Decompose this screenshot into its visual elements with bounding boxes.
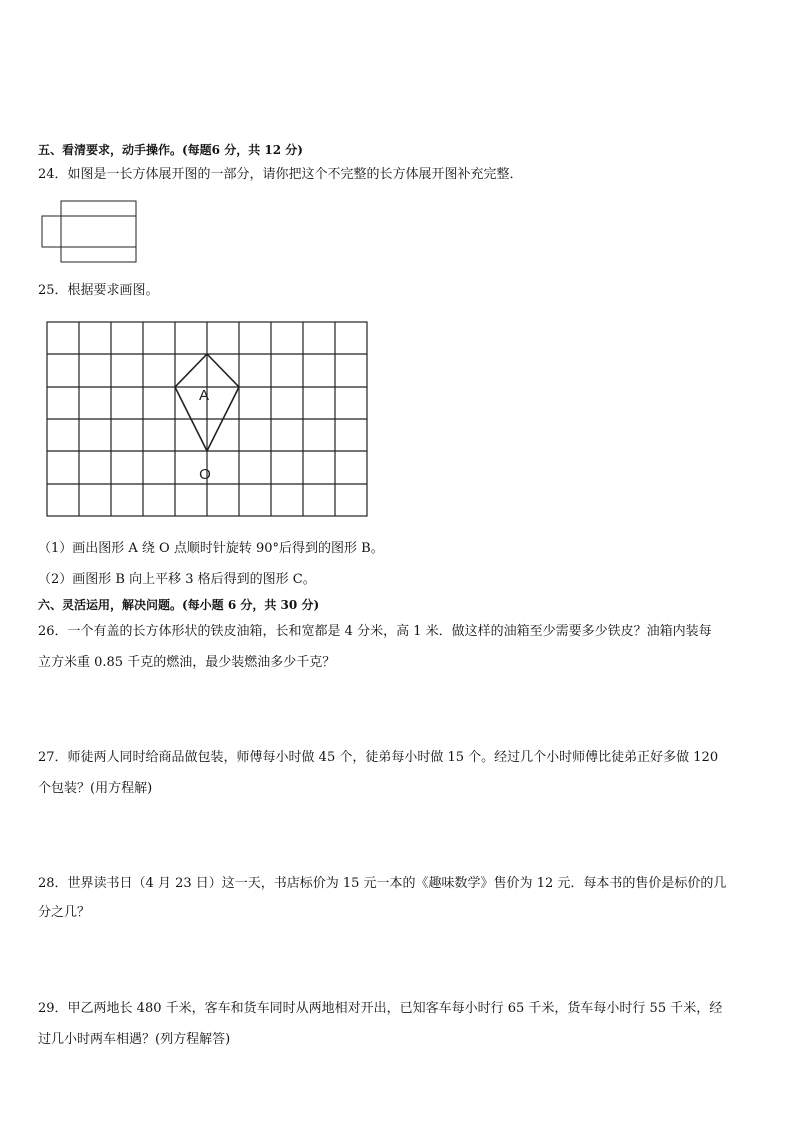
question-27-line-1: 27．师徒两人同时给商品做包装，师傅每小时做 45 个，徒弟每小时做 15 个。经过几个小时师傅比徒弟正好多做 120 [38,750,719,765]
question-29-line-2: 过几小时两车相遇？(列方程解答) [38,1032,231,1047]
question-28-line-2: 分之几？ [38,905,91,920]
section5-heading: 五、看清要求，动手操作。(每题6 分，共 12 分) [38,143,303,157]
question-26-line-2: 立方米重 0.85 千克的燃油，最少装燃油多少千克？ [38,655,336,670]
question-28-line-1: 28．世界读书日（4 月 23 日）这一天，书店标价为 15 元一本的《趣味数学》售价为 12 元．每本书的售价是标价的几 [38,876,727,891]
label-a: A [198,387,210,404]
question-25-part-2: （2）画图形 B 向上平移 3 格后得到的图形 C。 [38,572,316,587]
grid-figure [0,0,794,530]
question-27-line-2: 个包装？(用方程解) [38,781,153,796]
question-25: 25．根据要求画图。 [38,283,159,298]
question-26-line-1: 26．一个有盖的长方体形状的铁皮油箱，长和宽都是 4 分米，高 1 米．做这样的油箱至少需要多少铁皮？油箱内装每 [38,624,712,639]
question-24: 24．如图是一长方体展开图的一部分，请你把这个不完整的长方体展开图补充完整． [38,167,523,182]
section6-heading: 六、灵活运用，解决问题。(每小题 6 分，共 30 分) [38,598,320,612]
question-29-line-1: 29．甲乙两地长 480 千米，客车和货车同时从两地相对开出，已知客车每小时行 65 千米，货车每小时行 55 千米，经 [38,1001,723,1016]
square-grid [47,322,367,516]
question-25-part-1: （1）画出图形 A 绕 O 点顺时针旋转 90°后得到的图形 B。 [38,541,384,556]
label-o: O [199,466,211,483]
